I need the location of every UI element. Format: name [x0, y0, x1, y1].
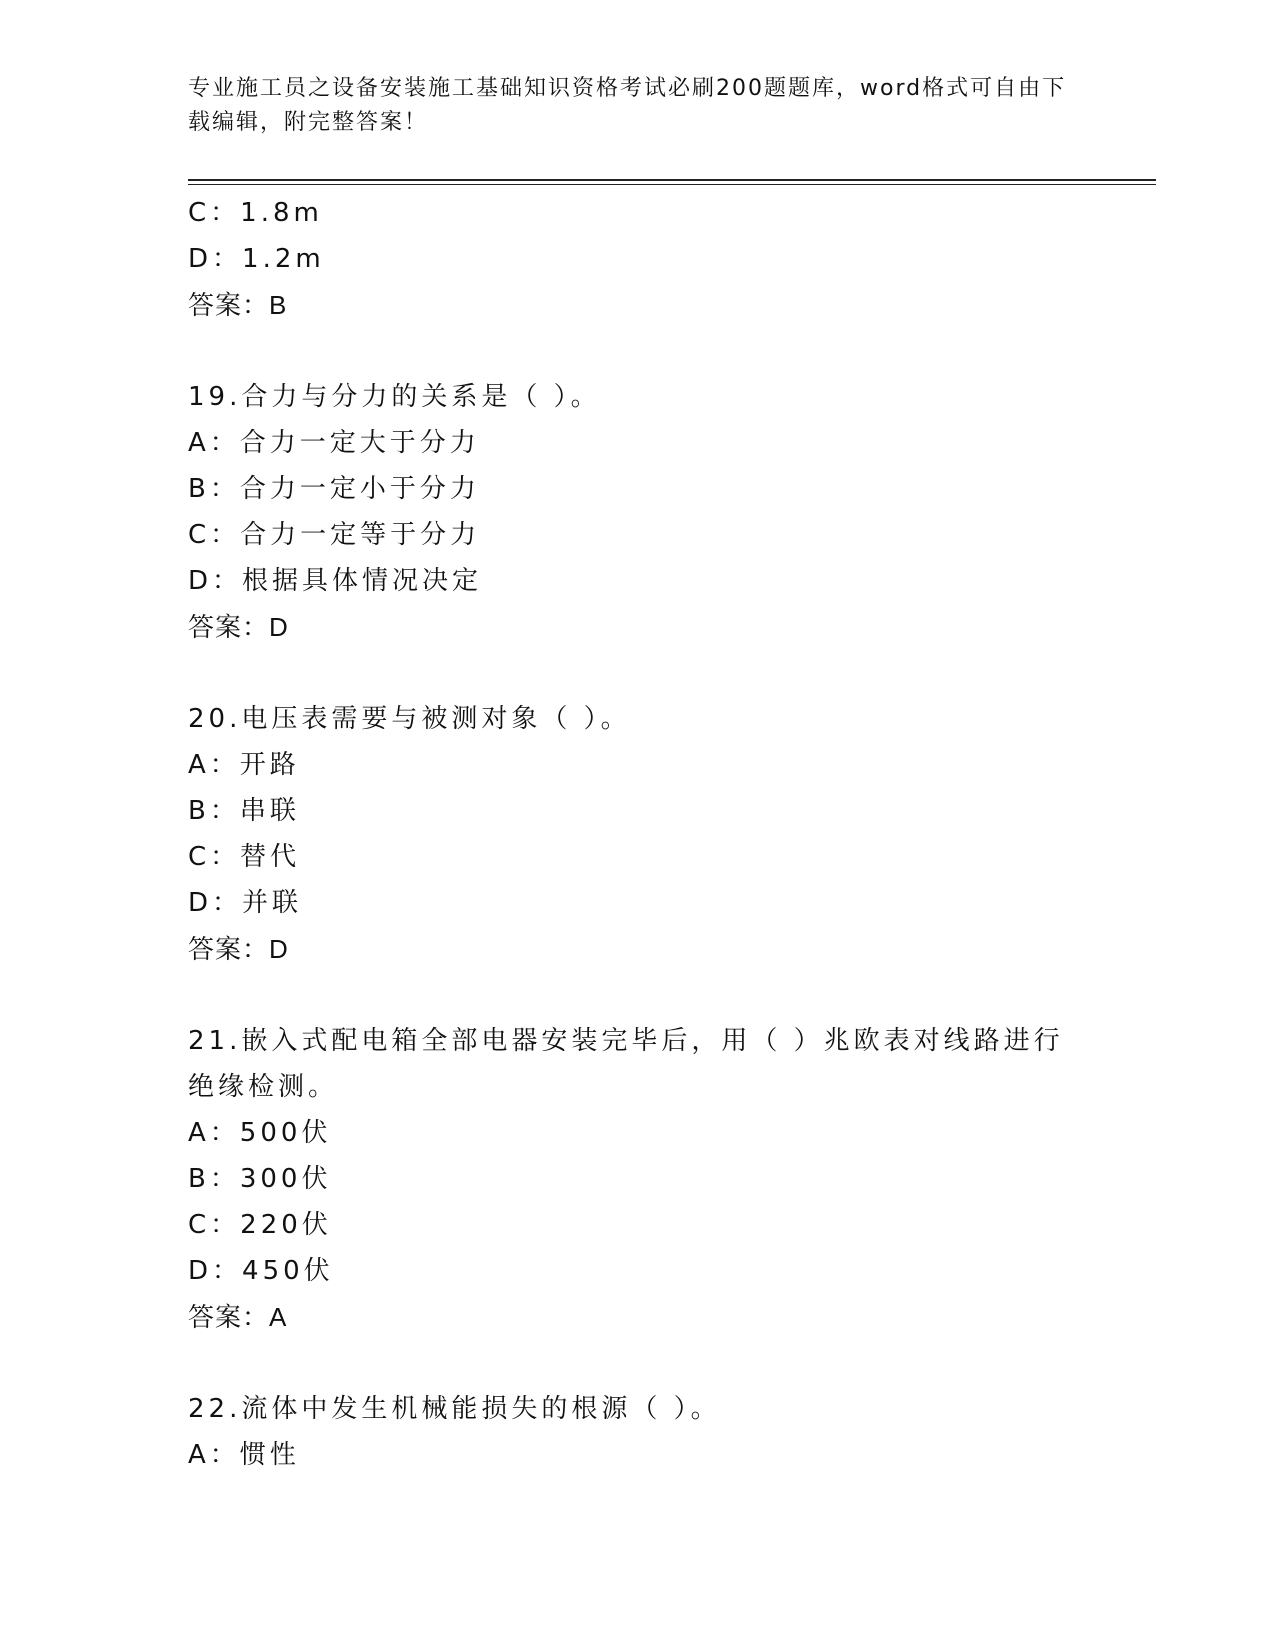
option-b: B：串联 — [188, 796, 300, 826]
option-c: C：1.8m — [188, 198, 323, 228]
option-c: C：220伏 — [188, 1210, 332, 1240]
option-a: A：惯性 — [188, 1440, 300, 1470]
question-19: 19.合力与分力的关系是（ ）。 — [188, 382, 601, 412]
header-rule-thin — [188, 184, 1156, 185]
question-20: 20.电压表需要与被测对象（ ）。 — [188, 704, 631, 734]
option-d: D：450伏 — [188, 1256, 334, 1286]
option-d: D：根据具体情况决定 — [188, 566, 483, 596]
option-c: C：合力一定等于分力 — [188, 520, 481, 550]
option-c: C：替代 — [188, 842, 301, 872]
option-d: D：并联 — [188, 888, 303, 918]
option-a: A：500伏 — [188, 1118, 332, 1148]
option-a: A：合力一定大于分力 — [188, 428, 480, 458]
answer-line: 答案：A — [188, 1302, 288, 1332]
option-b: B：合力一定小于分力 — [188, 474, 480, 504]
answer-line: 答案：D — [188, 934, 289, 964]
document-header: 专业施工员之设备安装施工基础知识资格考试必刷200题题库，word格式可自由下载编辑，附完整答案！ — [188, 76, 1067, 135]
question-22: 22.流体中发生机械能损失的根源（ ）。 — [188, 1394, 721, 1424]
answer-line: 答案：D — [188, 612, 289, 642]
option-d: D：1.2m — [188, 244, 325, 274]
option-a: A：开路 — [188, 750, 300, 780]
question-21: 21.嵌入式配电箱全部电器安装完毕后，用（ ）兆欧表对线路进行绝缘检测。 — [188, 1026, 1064, 1102]
header-rule-thick — [188, 179, 1156, 181]
option-b: B：300伏 — [188, 1164, 332, 1194]
question-content — [188, 190, 1088, 1478]
answer-line: 答案：B — [188, 290, 288, 320]
